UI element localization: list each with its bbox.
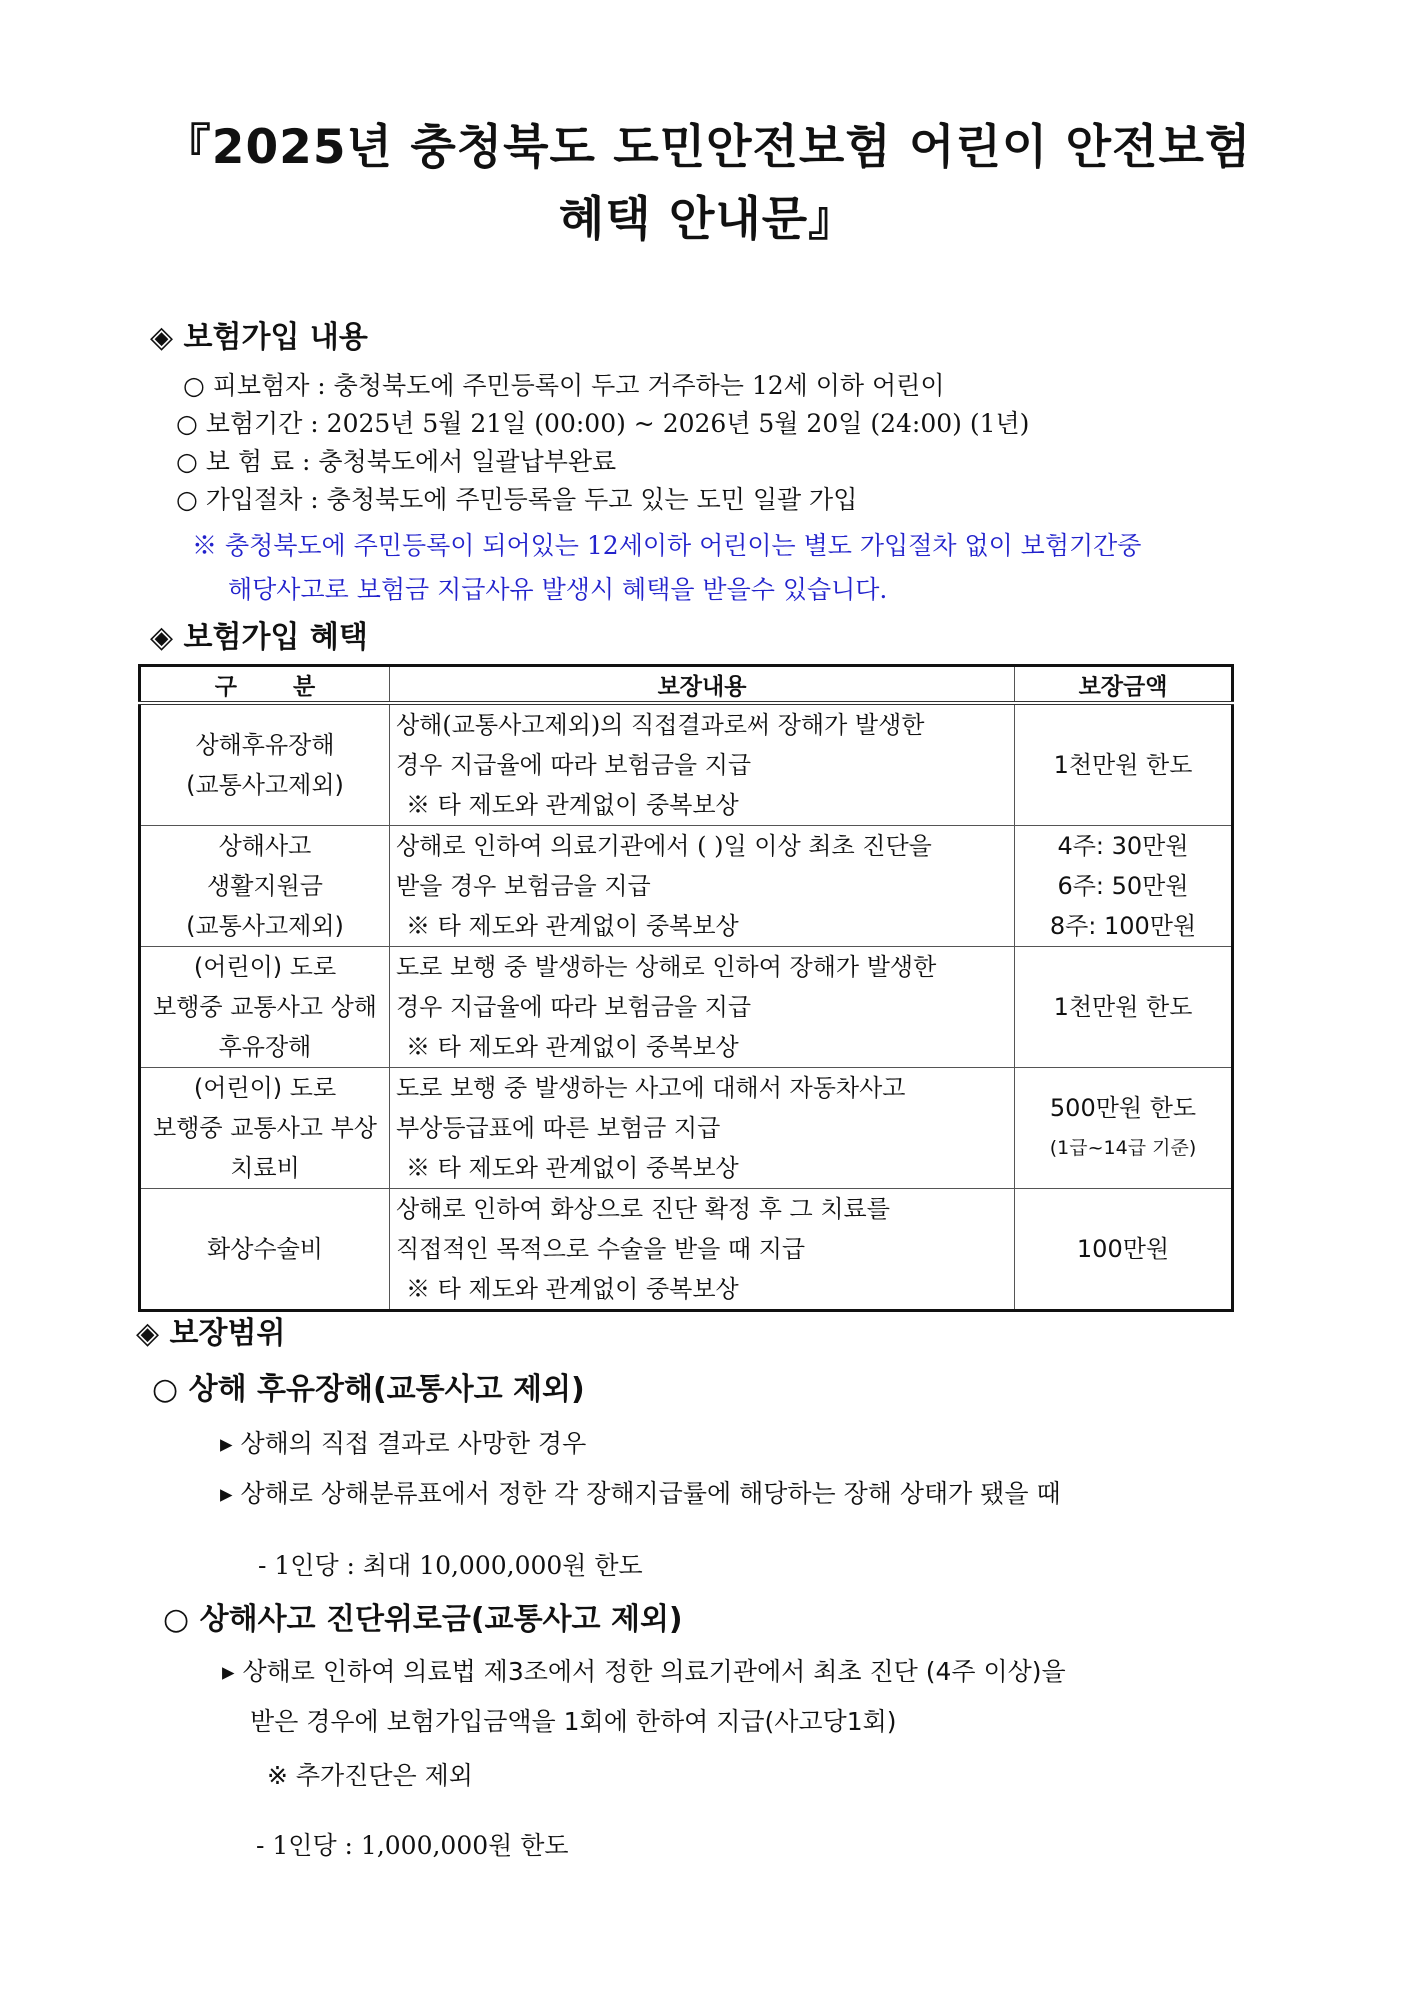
content-line: 부상등급표에 따른 보험금 지급	[396, 1114, 721, 1142]
limit-diagnosis: - 1인당 : 1,000,000원 한도	[256, 1831, 569, 1860]
content-line: 상해로 인하여 화상으로 진단 확정 후 그 치료를	[396, 1195, 890, 1223]
header-amount: 보장금액	[1015, 666, 1233, 704]
row-amount	[1015, 826, 1233, 947]
bullet-diagnosis-line-2: 받은 경우에 보험가입금액을 1회에 한하여 지급(사고당1회)	[250, 1707, 897, 1736]
content-note: ※ 타 제도와 관계없이 중복보상	[406, 1033, 739, 1061]
row-content	[390, 826, 1015, 947]
section-heading-benefits: ◈ 보험가입 혜택	[150, 620, 368, 655]
coverage-title-disability: ○ 상해 후유장해(교통사고 제외)	[152, 1372, 585, 1407]
table-row	[140, 703, 1233, 826]
content-line: 경우 지급율에 따라 보험금을 지급	[396, 993, 752, 1021]
content-line: 경우 지급율에 따라 보험금을 지급	[396, 751, 752, 779]
amount-line: 1천만원 한도	[1053, 751, 1193, 779]
category-line: 치료비	[230, 1154, 300, 1182]
category-line: 보행중 교통사고 부상	[153, 1114, 377, 1142]
content-line: 상해로 인하여 의료기관에서 ( )일 이상 최초 진단을	[396, 832, 932, 860]
row-category	[140, 703, 390, 826]
category-line: 화상수술비	[207, 1235, 323, 1263]
row-category	[140, 1189, 390, 1311]
header-category: 구 분	[140, 666, 390, 704]
category-line: 상해후유장해	[195, 731, 335, 759]
amount-line: 6주: 50만원	[1057, 872, 1189, 900]
row-amount	[1015, 703, 1233, 826]
limit-disability: - 1인당 : 최대 10,000,000원 한도	[258, 1551, 643, 1580]
note-additional-diagnosis: ※ 추가진단은 제외	[267, 1761, 473, 1790]
category-line: (어린이) 도로	[193, 953, 337, 981]
row-category	[140, 826, 390, 947]
info-insured: ○ 피보험자 : 충청북도에 주민등록이 두고 거주하는 12세 이하 어린이	[183, 371, 945, 400]
row-amount	[1015, 1068, 1233, 1189]
table-row	[140, 1189, 1233, 1311]
info-period: ○ 보험기간 : 2025년 5월 21일 (00:00) ~ 2026년 5월 20일 (24:00) (1년)	[176, 409, 1030, 438]
table-row	[140, 947, 1233, 1068]
category-line: (교통사고제외)	[186, 912, 344, 940]
row-content	[390, 947, 1015, 1068]
coverage-title-diagnosis: ○ 상해사고 진단위로금(교통사고 제외)	[163, 1602, 683, 1637]
row-category	[140, 947, 390, 1068]
header-content: 보장내용	[390, 666, 1015, 704]
notice-line-2: 해당사고로 보험금 지급사유 발생시 혜택을 받을수 있습니다.	[228, 575, 888, 604]
info-premium: ○ 보 험 료 : 충청북도에서 일괄납부완료	[176, 447, 617, 476]
category-line: 후유장해	[218, 1033, 312, 1061]
row-content	[390, 703, 1015, 826]
title-line-1: 『2025년 충청북도 도민안전보험 어린이 안전보험	[163, 120, 1252, 175]
table-row	[140, 1068, 1233, 1189]
notice-line-1: ※ 충청북도에 주민등록이 되어있는 12세이하 어린이는 별도 가입절차 없이 보험기간중	[192, 531, 1142, 560]
content-line: 도로 보행 중 발생하는 사고에 대해서 자동차사고	[396, 1074, 906, 1102]
content-note: ※ 타 제도와 관계없이 중복보상	[406, 912, 739, 940]
category-line: 상해사고	[218, 832, 312, 860]
row-content	[390, 1189, 1015, 1311]
section-heading-enrollment: ◈ 보험가입 내용	[150, 320, 368, 355]
bullet-death: ▸ 상해의 직접 결과로 사망한 경우	[220, 1429, 587, 1458]
amount-line: 4주: 30만원	[1057, 832, 1189, 860]
content-note: ※ 타 제도와 관계없이 중복보상	[406, 1154, 739, 1182]
category-line: (어린이) 도로	[193, 1074, 337, 1102]
content-note: ※ 타 제도와 관계없이 중복보상	[406, 791, 739, 819]
category-line: 생활지원금	[207, 872, 323, 900]
info-procedure: ○ 가입절차 : 충청북도에 주민등록을 두고 있는 도민 일괄 가입	[176, 485, 858, 514]
bullet-diagnosis-line-1: ▸ 상해로 인하여 의료법 제3조에서 정한 의료기관에서 최초 진단 (4주 이상)을	[222, 1657, 1066, 1686]
row-amount	[1015, 1189, 1233, 1311]
table-header-row	[140, 666, 1233, 704]
content-line: 직접적인 목적으로 수술을 받을 때 지급	[396, 1235, 806, 1263]
amount-line: 500만원 한도	[1049, 1094, 1197, 1122]
amount-line: 1천만원 한도	[1053, 993, 1193, 1021]
row-amount	[1015, 947, 1233, 1068]
content-line: 도로 보행 중 발생하는 상해로 인하여 장해가 발생한	[396, 953, 937, 981]
benefits-table	[138, 664, 1234, 1312]
category-line: (교통사고제외)	[186, 771, 344, 799]
row-content	[390, 1068, 1015, 1189]
title-line-2: 혜택 안내문』	[558, 192, 857, 247]
table-row	[140, 826, 1233, 947]
amount-line: 100만원	[1076, 1235, 1170, 1263]
page-title	[0, 112, 1415, 256]
content-line: 상해(교통사고제외)의 직접결과로써 장해가 발생한	[396, 711, 925, 739]
amount-line: 8주: 100만원	[1049, 912, 1197, 940]
content-line: 받을 경우 보험금을 지급	[396, 872, 651, 900]
bullet-disability: ▸ 상해로 상해분류표에서 정한 각 장해지급률에 해당하는 장해 상태가 됐을 때	[220, 1479, 1061, 1508]
content-note: ※ 타 제도와 관계없이 중복보상	[406, 1275, 739, 1303]
section-heading-coverage: ◈ 보장범위	[136, 1316, 286, 1351]
amount-subnote: (1급~14급 기준)	[1049, 1137, 1197, 1159]
row-category	[140, 1068, 390, 1189]
category-line: 보행중 교통사고 상해	[153, 993, 377, 1021]
